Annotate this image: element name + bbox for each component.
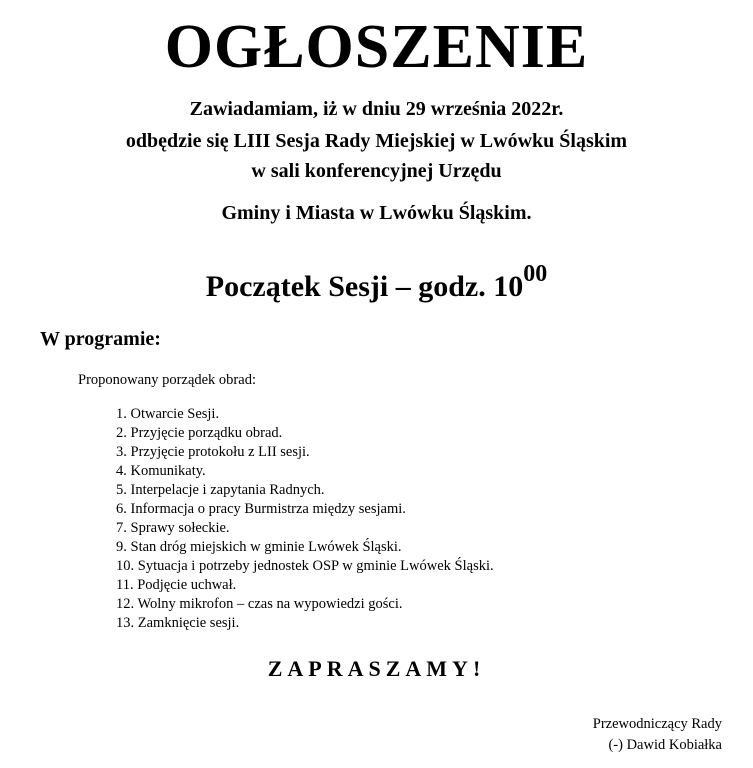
session-start-label: Początek Sesji – godz. 10 [205, 270, 524, 303]
agenda-item: 4. Komunikaty. [116, 463, 206, 479]
agenda-item: 5. Interpelacje i zapytania Radnych. [116, 482, 325, 498]
agenda-item: 9. Stan dróg miejskich w gminie Lwówek Śląski. [116, 539, 402, 555]
agenda-item: 13. Zamknięcie sesji. [116, 615, 240, 631]
announcement-title: OGŁOSZENIE [164, 13, 589, 81]
proposed-agenda-label: Proponowany porządek obrad: [78, 372, 256, 388]
session-start-minutes: 00 [523, 261, 548, 287]
agenda-item: 2. Przyjęcie porządku obrad. [116, 425, 283, 441]
program-heading: W programie: [40, 328, 161, 350]
agenda-item: 11. Podjęcie uchwał. [116, 577, 237, 593]
invitation-text: ZAPRASZAMY! [267, 656, 486, 681]
agenda-list [116, 405, 494, 633]
agenda-item: 7. Sprawy sołeckie. [116, 520, 230, 536]
intro-line-venue: w sali konferencyjnej Urzędu [251, 160, 502, 182]
agenda-item: 12. Wolny mikrofon – czas na wypowiedzi gości. [116, 596, 403, 612]
agenda-item: 10. Sytuacja i potrzeby jednostek OSP w gminie Lwówek Śląski. [116, 558, 494, 574]
agenda-item: 3. Przyjęcie protokołu z LII sesji. [116, 444, 310, 460]
agenda-item: 6. Informacja o pracy Burmistrza między sesjami. [116, 501, 406, 517]
signature-name: (-) Dawid Kobiałka [608, 737, 722, 753]
signature-role: Przewodniczący Rady [592, 716, 722, 732]
intro-line-date: Zawiadamiam, iż w dniu 29 września 2022r. [189, 98, 564, 120]
intro-line-session: odbędzie się LIII Sesja Rady Miejskiej w Lwówku Śląskim [125, 130, 628, 152]
agenda-item: 1. Otwarcie Sesji. [116, 406, 220, 422]
intro-line-office: Gminy i Miasta w Lwówku Śląskim. [221, 202, 532, 224]
session-start-time [0, 256, 753, 309]
